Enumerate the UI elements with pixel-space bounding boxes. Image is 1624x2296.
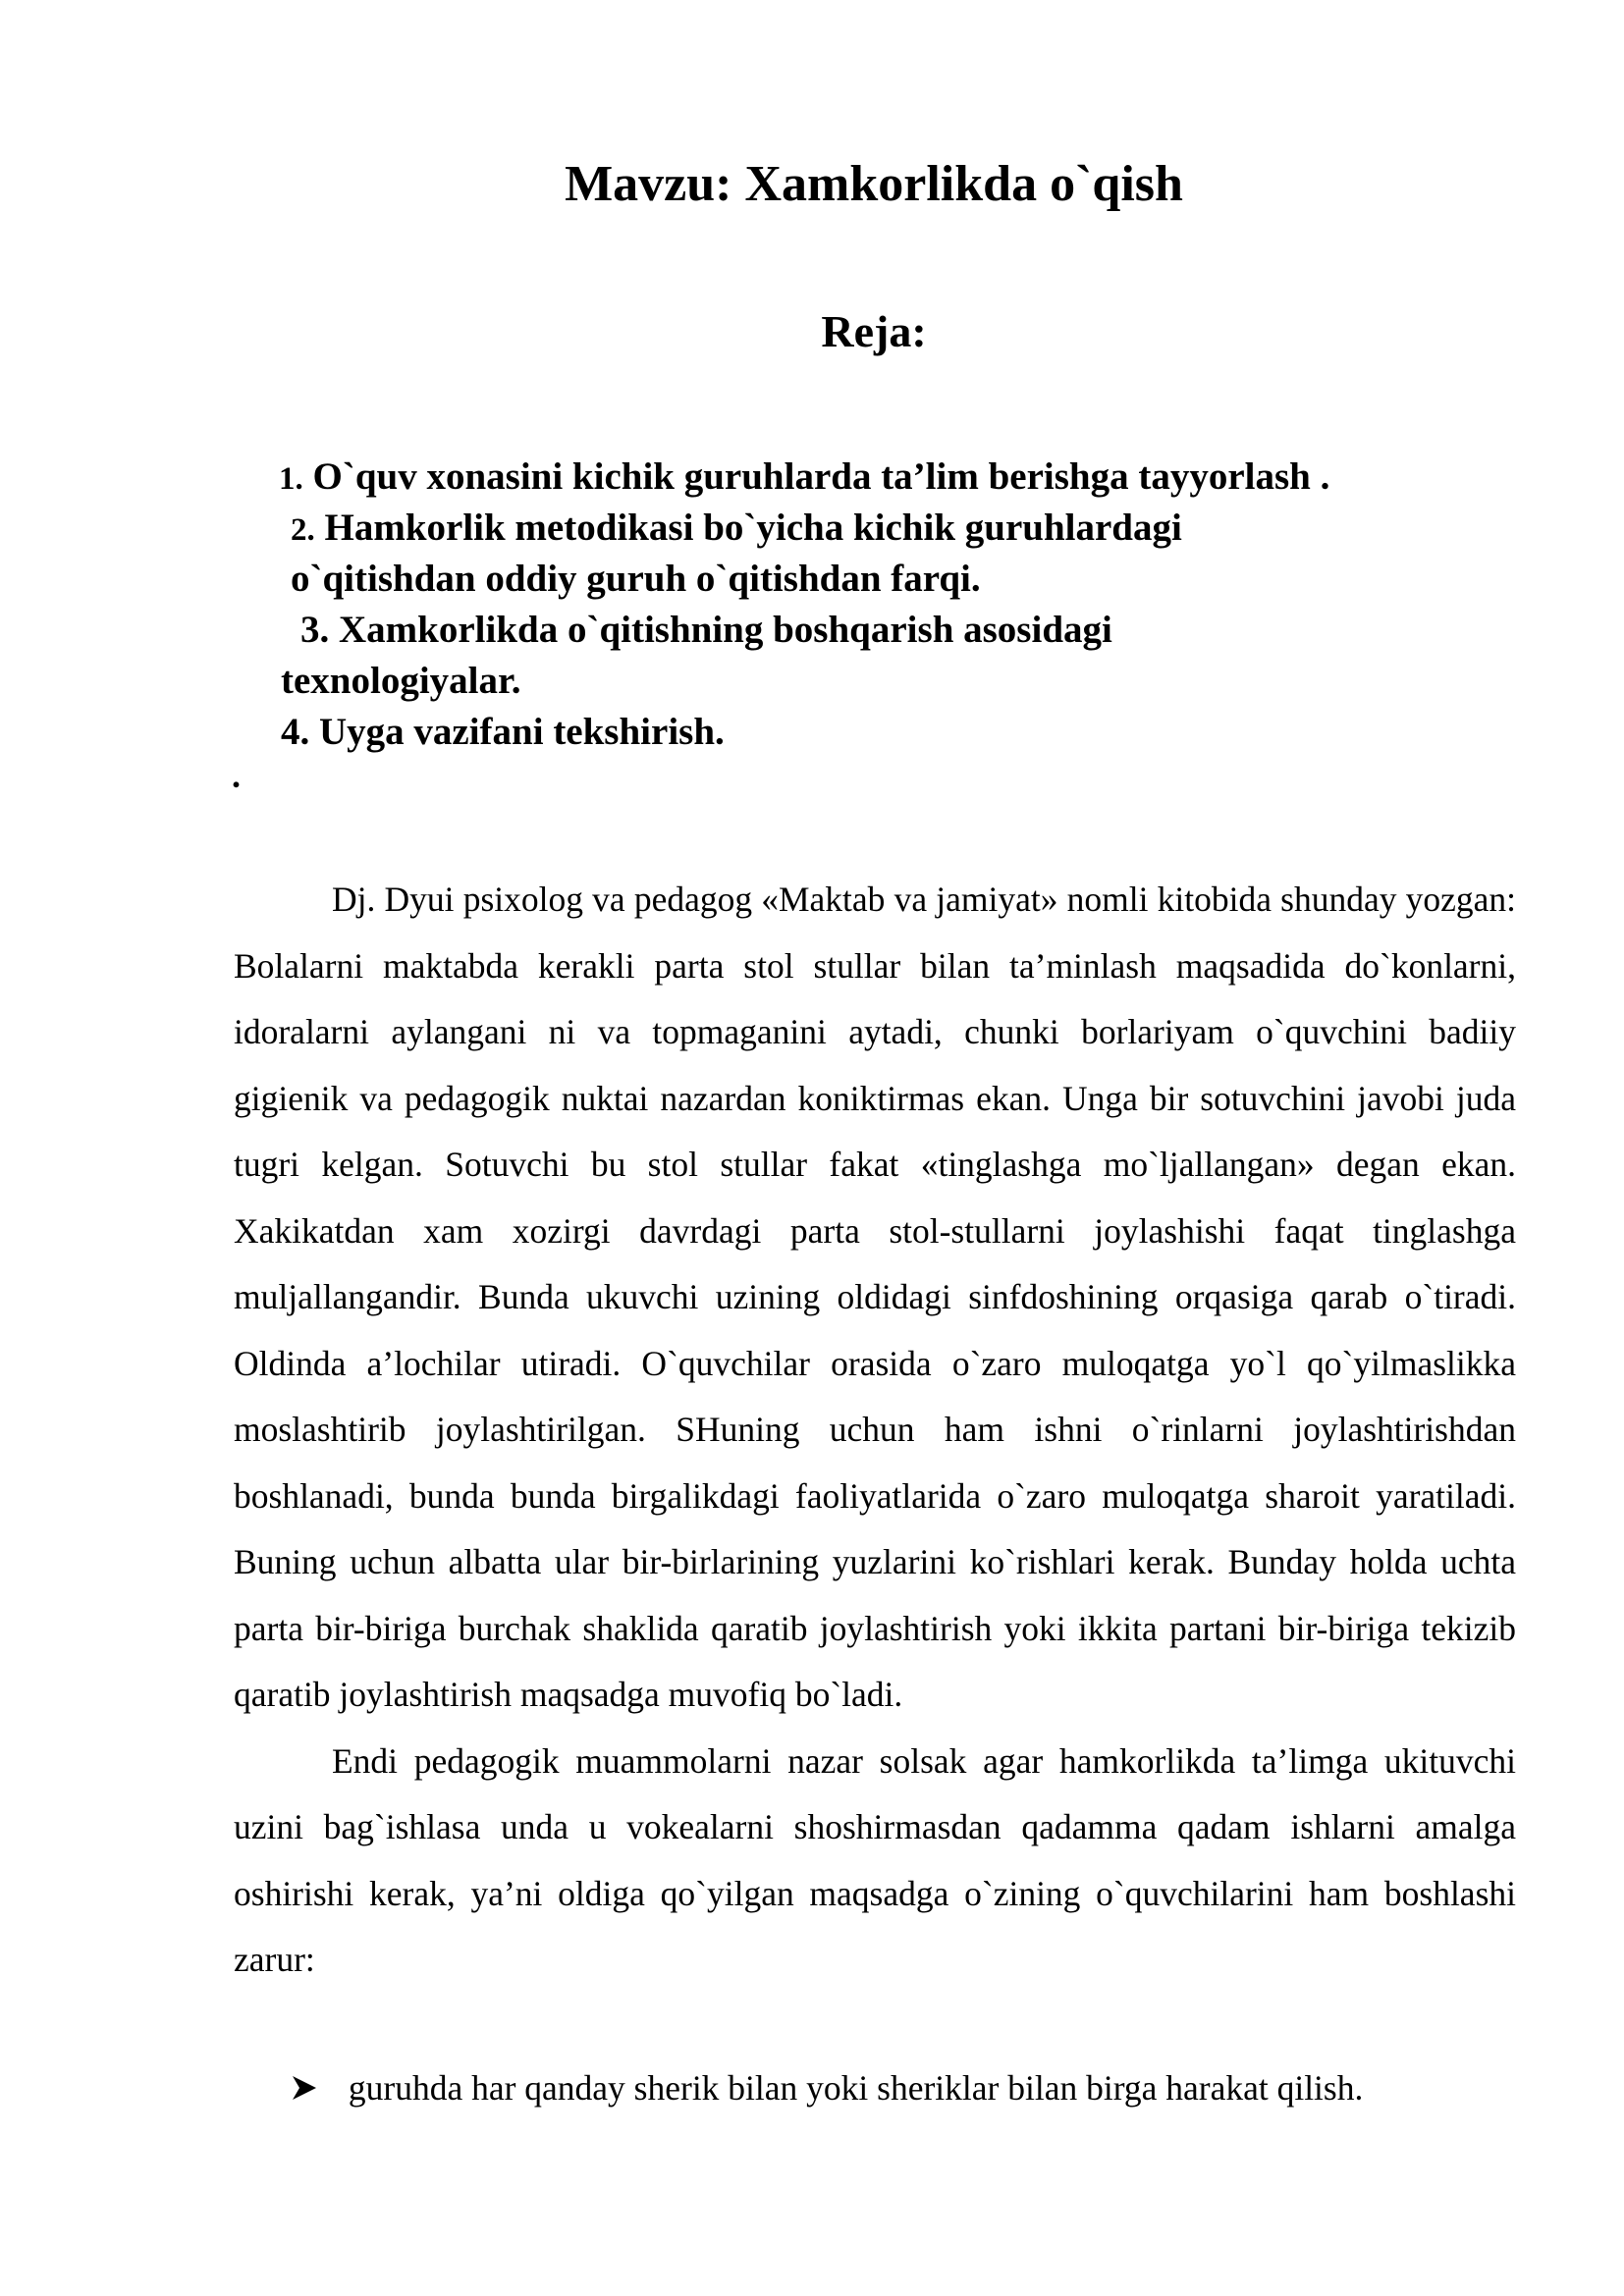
- plan-item-3: [300, 605, 1112, 656]
- paragraph-1: Dj. Dyui psixolog va pedagog «Maktab va jamiyat» nomli kitobida shunday yozgan: Bolalarni maktabda kerakli parta stol stullar bilan ta’minlash maqsadida do`konlarni, idoralarni aylangani ni va topmaganini aytadi, chunki borlariyam o`quvchini badiiy gigienik va pedagogik nuktai nazardan koniktirmas ekan. Unga bir sotuvchini javobi juda tugri kelgan. Sotuvchi bu stol stullar fakat «tinglashga mo`ljallangan» degan ekan. Xakikatdan xam xozirgi davrdagi parta stol-stullarni joylashishi faqat tinglashga muljallangandir. Bunda ukuvchi uzining oldidagi sinfdoshining orqasiga qarab o`tiradi. Oldinda a’lochilar utiradi. O`quvchilar orasida o`zaro muloqatga yo`l qo`yilmaslikka moslashtirib joylashtirilgan. SHuning uchun ham ishni o`rinlarni joylashtirishdan boshlanadi, bunda bunda birgalikdagi faoliyatlarida o`zaro muloqatga sharoit yaratiladi. Buning uchun albatta ular bir-birlarining yuzlarini ko`rishlari kerak. Bunday holda uchta parta bir-biriga burchak shaklida qaratib joylashtirish yoki ikkita partani bir-biriga tekizib qaratib joylashtirish maqsadga muvofiq bo`ladi.: [234, 880, 1516, 1714]
- plan-item-text: Xamkorlikda o`qitishning boshqarish asosidagi: [339, 609, 1112, 651]
- plan-item-text: O`quv xonasini kichik guruhlarda ta’lim berishga tayyorlash .: [312, 455, 1330, 498]
- plan-item-3-continuation: [281, 656, 520, 707]
- plan-item-number: 2.: [291, 512, 315, 548]
- plan-item-2-continuation: [291, 554, 981, 605]
- stray-mark: .: [232, 756, 241, 795]
- plan-item-2: [291, 503, 1182, 556]
- bullet-item: [291, 2056, 1363, 2122]
- arrowhead-bullet-icon: [291, 2074, 318, 2102]
- plan-item-text: texnologiyalar.: [281, 660, 521, 702]
- plan-item-text: Uyga vazifani tekshirish.: [319, 711, 725, 753]
- plan-item-1: [279, 452, 1329, 505]
- plan-item-number: 1.: [279, 461, 303, 497]
- body-text: [234, 867, 1516, 1994]
- plan-item-4: [281, 707, 725, 758]
- plan-heading: Reja:: [821, 306, 927, 356]
- plan-item-text: Hamkorlik metodikasi bo`yicha kichik guruhlardagi: [324, 507, 1182, 549]
- page-title: Mavzu: Xamkorlikda o`qish: [565, 156, 1183, 212]
- plan-item-text: o`qitishdan oddiy guruh o`qitishdan farqi.: [291, 558, 981, 600]
- paragraph-2: Endi pedagogik muammolarni nazar solsak agar hamkorlikda ta’limga ukituvchi uzini bag`ishlasa unda u vokealarni shoshirmasdan qadamma qadam ishlarni amalga oshirishi kerak, ya’ni oldiga qo`yilgan maqsadga o`zining o`quvchilarini ham boshlashi zarur:: [234, 1740, 1516, 1979]
- plan-item-number: 4.: [281, 711, 310, 753]
- bullet-item-text: guruhda har qanday sherik bilan yoki sheriklar bilan birga harakat qilish.: [348, 2068, 1364, 2108]
- plan-item-number: 3.: [300, 609, 330, 651]
